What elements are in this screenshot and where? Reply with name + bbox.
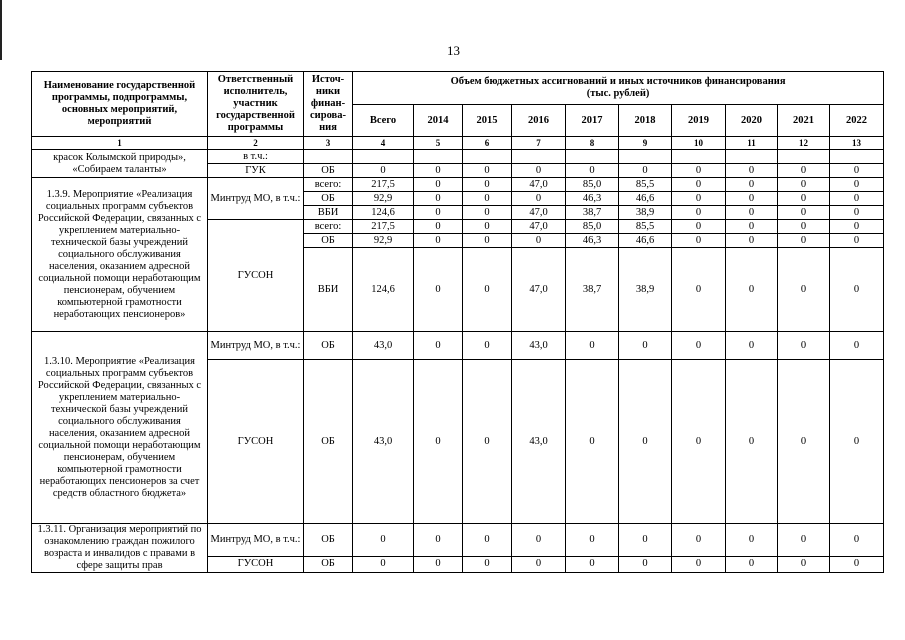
value-cell: 0 <box>566 332 619 360</box>
value-cell: 0 <box>726 220 778 234</box>
value-cell: 0 <box>414 524 463 557</box>
value-cell: 92,9 <box>353 234 414 248</box>
value-cell: 0 <box>566 524 619 557</box>
table-row <box>32 332 884 360</box>
value-cell: 0 <box>512 234 566 248</box>
table-row <box>32 524 884 557</box>
value-cell: 0 <box>512 164 566 178</box>
source-cell: ВБИ <box>304 248 353 332</box>
budget-table <box>31 71 884 573</box>
executor-cell: Минтруд МО, в т.ч.: <box>208 524 304 557</box>
value-cell: 0 <box>463 360 512 524</box>
value-cell: 0 <box>463 206 512 220</box>
value-cell: 0 <box>672 360 726 524</box>
value-cell: 38,7 <box>566 248 619 332</box>
header-year: 2021 <box>778 105 830 137</box>
measure-name: 1.3.10. Мероприятие «Реализация социальных программ субъектов Российской Федерации, связанных с укреплением материально-технической базы учреждений социального обслуживания населения, оказанием адресной социальной помощи неработающим пенсионерам, обучением компьютерной грамотности неработающих пенсионеров за счет средств областного бюджета» <box>32 332 208 524</box>
value-cell: 0 <box>778 192 830 206</box>
value-cell: 217,5 <box>353 178 414 192</box>
value-cell: 124,6 <box>353 248 414 332</box>
column-number: 1 <box>32 137 208 150</box>
column-number: 8 <box>566 137 619 150</box>
value-cell: 0 <box>672 164 726 178</box>
value-cell: 0 <box>512 192 566 206</box>
value-cell: 47,0 <box>512 206 566 220</box>
value-cell: 0 <box>672 178 726 192</box>
value-cell: 0 <box>463 192 512 206</box>
executor-cell: Минтруд МО, в т.ч.: <box>208 332 304 360</box>
value-cell: 0 <box>353 164 414 178</box>
value-cell: 0 <box>414 164 463 178</box>
header-volume <box>353 72 884 105</box>
value-cell: 0 <box>512 524 566 557</box>
measure-name: 1.3.11. Организация мероприятий по ознакомлению граждан пожилого возраста и инвалидов с правами в сфере защиты прав <box>32 524 208 573</box>
executor-cell: ГУК <box>208 164 304 178</box>
value-cell: 38,7 <box>566 206 619 220</box>
value-cell: 43,0 <box>512 360 566 524</box>
value-cell: 85,5 <box>619 220 672 234</box>
value-cell: 0 <box>672 524 726 557</box>
value-cell: 47,0 <box>512 248 566 332</box>
value-cell: 0 <box>414 360 463 524</box>
value-cell: 46,6 <box>619 192 672 206</box>
header-year: 2022 <box>830 105 884 137</box>
header-year: 2017 <box>566 105 619 137</box>
header-executor: Ответственный исполнитель, участник государственной программы <box>208 72 304 137</box>
header-name: Наименование государственной программы, подпрограммы, основных мероприятий, мероприятий <box>32 72 208 137</box>
source-cell: ОБ <box>304 332 353 360</box>
value-cell: 0 <box>830 220 884 234</box>
value-cell: 0 <box>778 164 830 178</box>
value-cell: 0 <box>726 206 778 220</box>
value-cell: 0 <box>619 332 672 360</box>
value-cell: 0 <box>830 206 884 220</box>
value-cell: 0 <box>414 332 463 360</box>
source-cell: всего: <box>304 220 353 234</box>
value-cell: 0 <box>726 360 778 524</box>
executor-cell: Минтруд МО, в т.ч.: <box>208 178 304 220</box>
value-cell: 0 <box>672 556 726 572</box>
value-cell: 0 <box>512 556 566 572</box>
value-cell: 0 <box>353 524 414 557</box>
table-row <box>32 150 884 164</box>
header-year: 2020 <box>726 105 778 137</box>
page-number: 13 <box>447 43 460 58</box>
value-cell: 0 <box>672 248 726 332</box>
value-cell: 0 <box>830 524 884 557</box>
value-cell: 47,0 <box>512 220 566 234</box>
column-number-row <box>32 137 884 150</box>
value-cell: 0 <box>726 192 778 206</box>
value-cell: 0 <box>463 178 512 192</box>
value-cell: 0 <box>353 556 414 572</box>
column-number: 11 <box>726 137 778 150</box>
header-year: 2015 <box>463 105 512 137</box>
value-cell: 46,3 <box>566 234 619 248</box>
column-number: 12 <box>778 137 830 150</box>
header-year: 2019 <box>672 105 726 137</box>
header-source: Источ- ники финан- сирова- ния <box>304 72 353 137</box>
value-cell: 0 <box>778 206 830 220</box>
value-cell: 0 <box>566 556 619 572</box>
value-cell: 0 <box>830 164 884 178</box>
column-number: 4 <box>353 137 414 150</box>
scan-edge-line <box>0 0 2 60</box>
value-cell: 0 <box>463 164 512 178</box>
value-cell: 38,9 <box>619 206 672 220</box>
header-total: Всего <box>353 105 414 137</box>
value-cell: 0 <box>726 178 778 192</box>
value-cell: 92,9 <box>353 192 414 206</box>
value-cell: 0 <box>830 332 884 360</box>
value-cell: 0 <box>778 248 830 332</box>
source-cell: ОБ <box>304 556 353 572</box>
header-volume-title: Объем бюджетных ассигнований и иных источников финансирования <box>450 76 786 87</box>
value-cell: 0 <box>463 234 512 248</box>
executor-cell: ГУСОН <box>208 220 304 332</box>
value-cell: 43,0 <box>353 332 414 360</box>
value-cell: 85,5 <box>619 178 672 192</box>
value-cell: 0 <box>463 248 512 332</box>
source-cell: ОБ <box>304 234 353 248</box>
value-cell: 0 <box>672 206 726 220</box>
source-cell: ОБ <box>304 164 353 178</box>
value-cell: 0 <box>414 178 463 192</box>
value-cell: 0 <box>414 556 463 572</box>
value-cell: 0 <box>726 332 778 360</box>
value-cell: 0 <box>672 192 726 206</box>
measure-name: 1.3.9. Мероприятие «Реализация социальных программ субъектов Российской Федерации, связанных с укреплением материально-технической базы учреждений социального обслуживания населения, оказанием адресной социальной помощи неработающим пенсионерам, обучением компьютерной грамотности неработающих пенсионеров» <box>32 178 208 332</box>
value-cell: 0 <box>830 234 884 248</box>
value-cell: 0 <box>726 556 778 572</box>
value-cell: 0 <box>830 360 884 524</box>
value-cell: 0 <box>619 556 672 572</box>
value-cell: 0 <box>619 164 672 178</box>
value-cell: 0 <box>414 192 463 206</box>
header-volume-unit: (тыс. рублей) <box>586 88 650 99</box>
value-cell: 0 <box>726 524 778 557</box>
value-cell: 0 <box>414 220 463 234</box>
value-cell: 0 <box>672 234 726 248</box>
value-cell: 0 <box>414 234 463 248</box>
value-cell: 46,3 <box>566 192 619 206</box>
header-year: 2018 <box>619 105 672 137</box>
value-cell: 0 <box>414 248 463 332</box>
value-cell: 0 <box>619 524 672 557</box>
header-year: 2014 <box>414 105 463 137</box>
value-cell: 0 <box>778 360 830 524</box>
value-cell: 0 <box>726 248 778 332</box>
executor-cell: ГУСОН <box>208 556 304 572</box>
value-cell: 0 <box>672 332 726 360</box>
value-cell: 217,5 <box>353 220 414 234</box>
value-cell: 85,0 <box>566 220 619 234</box>
value-cell: 124,6 <box>353 206 414 220</box>
value-cell: 38,9 <box>619 248 672 332</box>
value-cell: 0 <box>672 220 726 234</box>
value-cell: 46,6 <box>619 234 672 248</box>
column-number: 13 <box>830 137 884 150</box>
value-cell: 0 <box>778 220 830 234</box>
value-cell: 0 <box>463 332 512 360</box>
source-cell: ОБ <box>304 192 353 206</box>
value-cell: 43,0 <box>512 332 566 360</box>
value-cell: 0 <box>414 206 463 220</box>
value-cell: 0 <box>778 178 830 192</box>
column-number: 7 <box>512 137 566 150</box>
value-cell: 0 <box>726 164 778 178</box>
value-cell: 0 <box>566 360 619 524</box>
value-cell: 0 <box>463 524 512 557</box>
value-cell: 0 <box>463 220 512 234</box>
value-cell: 0 <box>778 524 830 557</box>
value-cell: 0 <box>830 556 884 572</box>
header-year: 2016 <box>512 105 566 137</box>
measure-name: красок Колымской природы», «Собираем таланты» <box>32 150 208 178</box>
column-number: 9 <box>619 137 672 150</box>
source-cell: ОБ <box>304 524 353 557</box>
value-cell: 85,0 <box>566 178 619 192</box>
source-cell: ВБИ <box>304 206 353 220</box>
column-number: 10 <box>672 137 726 150</box>
column-number: 6 <box>463 137 512 150</box>
value-cell: 0 <box>830 248 884 332</box>
source-cell: ОБ <box>304 360 353 524</box>
executor-cell: в т.ч.: <box>208 150 304 164</box>
value-cell: 47,0 <box>512 178 566 192</box>
value-cell: 0 <box>726 234 778 248</box>
value-cell: 0 <box>778 556 830 572</box>
column-number: 5 <box>414 137 463 150</box>
executor-cell: ГУСОН <box>208 360 304 524</box>
value-cell: 0 <box>463 556 512 572</box>
value-cell: 43,0 <box>353 360 414 524</box>
value-cell: 0 <box>778 332 830 360</box>
value-cell: 0 <box>619 360 672 524</box>
table-row <box>32 178 884 192</box>
column-number: 3 <box>304 137 353 150</box>
value-cell: 0 <box>830 192 884 206</box>
source-cell: всего: <box>304 178 353 192</box>
value-cell: 0 <box>778 234 830 248</box>
value-cell: 0 <box>566 164 619 178</box>
value-cell: 0 <box>830 178 884 192</box>
column-number: 2 <box>208 137 304 150</box>
